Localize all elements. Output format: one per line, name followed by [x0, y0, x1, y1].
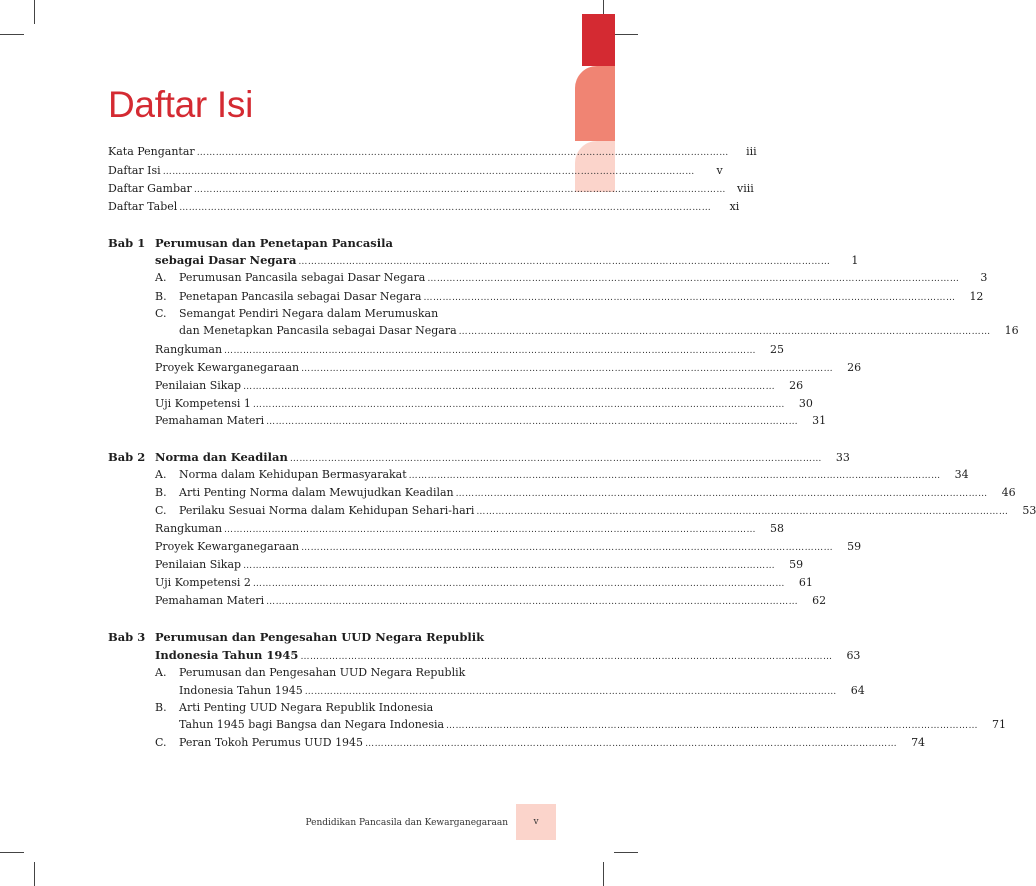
- crop-mark: [614, 34, 638, 35]
- section-entry[interactable]: C. Semangat Pendiri Negara dalam Merumuskan: [155, 307, 439, 320]
- section-entry-continued[interactable]: dan Menetapkan Pancasila sebagai Dasar Negara …………………………………………………………………………………………………………………………………………………… 16: [179, 324, 1019, 337]
- section-entry[interactable]: C. Perilaku Sesuai Norma dalam Kehidupan Sehari-hari …………………………………………………………………………………………………………………………………………………… 53: [155, 504, 1036, 517]
- chapter-title[interactable]: Perumusan dan Penetapan Pancasila: [155, 236, 393, 250]
- section-entry[interactable]: C. Peran Tokoh Perumus UUD 1945 …………………………………………………………………………………………………………………………………………………… 74: [155, 736, 926, 749]
- toc-entry[interactable]: Penilaian Sikap …………………………………………………………………………………………………………………………………………………… 26: [155, 379, 804, 392]
- chapter-number: Bab 3: [108, 630, 146, 644]
- toc-entry[interactable]: Proyek Kewarganegaraan …………………………………………………………………………………………………………………………………………………… 26: [155, 361, 862, 374]
- crop-mark: [34, 0, 35, 24]
- crop-mark: [0, 34, 24, 35]
- crop-mark: [0, 852, 24, 853]
- chapter-title-entry[interactable]: Norma dan Keadilan …………………………………………………………………………………………………………………………………………………… 33: [155, 450, 850, 464]
- toc-entry[interactable]: Daftar Gambar …………………………………………………………………………………………………………………………………………………… viii: [108, 182, 754, 195]
- section-entry[interactable]: A. Perumusan Pancasila sebagai Dasar Negara …………………………………………………………………………………………………………………………………………………… 3: [155, 271, 988, 284]
- toc-entry[interactable]: Daftar Tabel …………………………………………………………………………………………………………………………………………………… xi: [108, 200, 740, 213]
- crop-mark: [614, 852, 638, 853]
- chapter-number: Bab 2: [108, 450, 146, 464]
- section-entry[interactable]: A. Perumusan dan Pengesahan UUD Negara Republik: [155, 666, 466, 679]
- toc-entry[interactable]: Proyek Kewarganegaraan …………………………………………………………………………………………………………………………………………………… 59: [155, 540, 862, 553]
- page-number: [516, 804, 556, 840]
- footer-book-title: Pendidikan Pancasila dan Kewarganegaraan: [305, 818, 508, 828]
- section-entry[interactable]: B. Arti Penting Norma dalam Mewujudkan Keadilan …………………………………………………………………………………………………………………………………………………… 46: [155, 486, 1016, 499]
- page-title: Daftar Isi: [108, 84, 254, 125]
- section-entry-continued[interactable]: Indonesia Tahun 1945 …………………………………………………………………………………………………………………………………………………… 64: [179, 684, 865, 697]
- toc-entry[interactable]: Penilaian Sikap …………………………………………………………………………………………………………………………………………………… 59: [155, 558, 804, 571]
- toc-entry[interactable]: Rangkuman …………………………………………………………………………………………………………………………………………………… 25: [155, 343, 785, 356]
- chapter-title[interactable]: Perumusan dan Pengesahan UUD Negara Republik: [155, 630, 485, 644]
- toc-entry[interactable]: Uji Kompetensi 2 …………………………………………………………………………………………………………………………………………………… 61: [155, 576, 813, 589]
- section-entry[interactable]: B. Arti Penting UUD Negara Republik Indonesia: [155, 701, 434, 714]
- section-entry-continued[interactable]: Tahun 1945 bagi Bangsa dan Negara Indonesia …………………………………………………………………………………………………………………………………………………… 71: [179, 718, 1007, 731]
- toc-entry[interactable]: Daftar Isi …………………………………………………………………………………………………………………………………………………… v: [108, 164, 723, 177]
- toc-entry[interactable]: Pemahaman Materi …………………………………………………………………………………………………………………………………………………… 62: [155, 594, 827, 607]
- section-entry[interactable]: A. Norma dalam Kehidupan Bermasyarakat …………………………………………………………………………………………………………………………………………………… 34: [155, 468, 969, 481]
- chapter-title-entry[interactable]: sebagai Dasar Negara …………………………………………………………………………………………………………………………………………………… 1: [155, 253, 859, 267]
- crop-mark: [603, 862, 604, 886]
- toc-entry[interactable]: Rangkuman …………………………………………………………………………………………………………………………………………………… 58: [155, 522, 785, 535]
- page-number-label: v: [533, 817, 539, 827]
- chapter-number: Bab 1: [108, 236, 146, 250]
- crop-mark: [34, 862, 35, 886]
- section-entry[interactable]: B. Penetapan Pancasila sebagai Dasar Negara …………………………………………………………………………………………………………………………………………………… 12: [155, 290, 984, 303]
- toc-entry[interactable]: Pemahaman Materi …………………………………………………………………………………………………………………………………………………… 31: [155, 414, 827, 427]
- chapter-title-entry[interactable]: Indonesia Tahun 1945 …………………………………………………………………………………………………………………………………………………… 63: [155, 648, 861, 662]
- toc-entry[interactable]: Uji Kompetensi 1 …………………………………………………………………………………………………………………………………………………… 30: [155, 397, 813, 410]
- toc-entry[interactable]: Kata Pengantar …………………………………………………………………………………………………………………………………………………… iii: [108, 145, 757, 158]
